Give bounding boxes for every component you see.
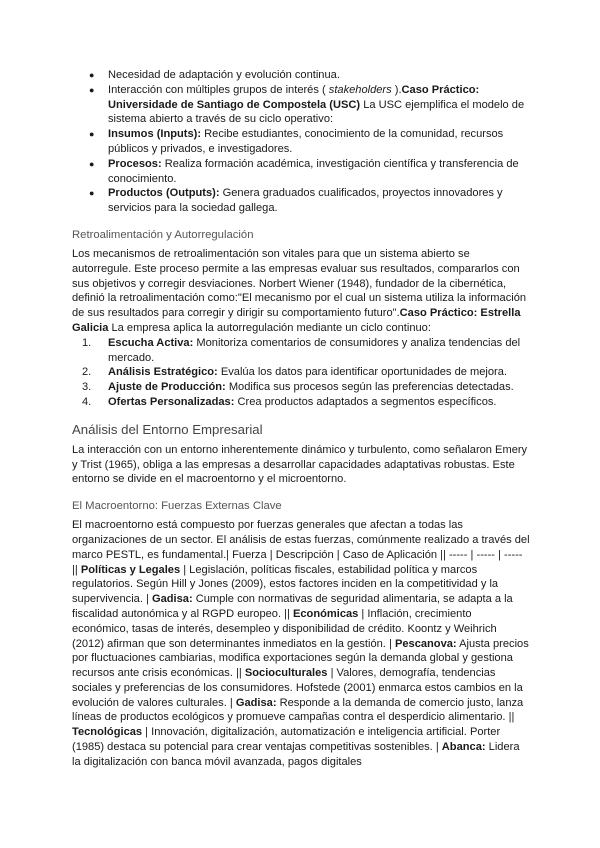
list-item [72,186,530,216]
bullet-icon: ● [89,84,95,95]
list-number: 4. [82,395,92,408]
open-system-list [72,68,530,216]
list-item [72,83,530,127]
list-number: 1. [82,336,92,349]
retro-heading: Retroalimentación y Autorregulación [72,228,254,241]
list-item-text: Necesidad de adaptación y evolución continua. [108,69,340,81]
macro-heading: El Macroentorno: Fuerzas Externas Clave [72,500,282,513]
paragraph-text: Responde a la demanda de comercio justo, lanza líneas de productos ecológicos y promueve campañas contra el desperdicio alimentario. || [72,696,524,724]
paragraph-text: | Legislación, políticas fiscales, estabilidad política y marcos regulatorios. Según Hill y Jones (2009), estos factores inciden en la competitividad y la supervivencia. | [72,563,499,606]
list-item [72,127,530,157]
list-item-label: Productos (Outputs): [108,187,220,200]
paragraph-text: Lidera la digitalización con banca móvil avanzada, pagos digitales [72,741,520,768]
bullet-icon: ● [89,129,95,140]
paragraph-text: Ajusta precios por fluctuaciones cambiarias, modifica exportaciones según la demanda global y gestiona recursos ante crisis económicas. || [72,637,529,680]
list-item-text: Crea productos adaptados a segmentos específicos. [234,395,497,408]
paragraph-text: | Innovación, digitalización, automatización e inteligencia artificial. Porter (1985) destaca su potencial para crear ventajas competitivas sostenibles. | [72,726,501,754]
list-item-text: Monitoriza comentarios de consumidores y analiza tendencias del mercado. [108,336,521,364]
italic-term: stakeholders [328,83,392,96]
force-label: Socioculturales [244,667,328,680]
list-number: 3. [82,381,92,394]
feedback-steps-list [72,336,530,410]
macro-paragraph [72,518,530,770]
entorno-heading: Análisis del Entorno Empresarial [72,421,263,437]
list-item-label: Procesos: [108,157,162,170]
case-label: Abanca: [441,741,486,754]
list-item [72,380,530,395]
list-item [72,68,530,83]
list-item-label: Insumos (Inputs): [108,128,202,141]
paragraph-text: La empresa aplica la autorregulación mediante un ciclo continuo: [108,321,431,334]
case-label: Gadisa: [151,593,193,606]
case-label: Pescanova: [394,637,457,650]
paragraph-text: | Inflación, crecimiento económico, tasas de interés, desempleo y disponibilidad de crédito. Koontz y Weihrich (2012) afirman que son determinantes inmediatos en la gestión. | [72,607,497,650]
case-study-title: Caso Práctico: Universidade de Santiago de Compostela (USC) [108,83,480,111]
list-item [72,395,530,410]
list-item [72,336,530,366]
list-item-label: Escucha Activa: [108,336,194,349]
paragraph-text: El macroentorno está compuesto por fuerzas generales que afectan a todas las organizaciones de un sector. El análisis de estas fuerzas, comúnmente realizado a través del marco PESTL, es fundamental.| Fuerza | Descripción | Caso de Aplicación || ----- | ----- | ----- || [72,519,530,576]
list-item-text: Modifica sus procesos según las preferencias detectadas. [225,381,514,394]
list-number: 2. [82,366,92,379]
list-item-text: Realiza formación académica, investigación científica y transferencia de conocimiento. [108,157,519,185]
case-study-title: Caso Práctico: Estrella Galicia [72,307,521,334]
list-item-text: Recibe estudiantes, conocimiento de la comunidad, recursos públicos y privados, e investigadores. [108,128,504,155]
list-item-label: Ofertas Personalizadas: [108,395,235,408]
bullet-icon: ● [89,188,95,199]
force-label: Económicas [292,607,359,620]
list-item-text: Interacción con múltiples grupos de interés ( [108,83,329,96]
paragraph-text: | Valores, demografía, tendencias sociales y preferencias de los consumidores. Hofstede (2001) enmarca estos cambios en la evolución de valores culturales. | [72,667,523,709]
paragraph-text: Los mecanismos de retroalimentación son vitales para que un sistema abierto se autorregule. Este proceso permite a las empresas evaluar sus resultados, compararlos con sus objetivos y corregir desviaciones. Norbert Wiener (1948), fundador de la cibernética, definió la retroalimentación como:"El mecanismo por el cual un sistema utiliza la información de sus resultados para corregir y dirigir su comportamiento futuro". [72,247,527,320]
retro-paragraph [72,247,530,336]
list-item-text: La USC ejemplifica el modelo de sistema abierto a través de su ciclo operativo: [108,98,525,126]
list-item [72,365,530,380]
bullet-icon: ● [89,70,95,80]
list-item-text: ). [391,83,402,96]
list-item [72,157,530,187]
list-item-label: Análisis Estratégico: [108,366,218,379]
list-item-text: Evalúa los datos para identificar oportunidades de mejora. [217,366,507,379]
force-label: Tecnológicas [72,726,143,739]
paragraph-text: Cumple con normativas de seguridad alimentaria, se adapta a la fiscalidad autonómica y al RGPD europeo. || [72,593,513,620]
list-item-label: Ajuste de Producción: [108,381,226,394]
force-label: Políticas y Legales [80,563,181,576]
case-label: Gadisa: [235,696,277,709]
list-item-text: Genera graduados cualificados, proyectos innovadores y servicios para la sociedad gallega. [108,187,503,215]
bullet-icon: ● [89,158,95,169]
entorno-paragraph: La interacción con un entorno inherentemente dinámico y turbulento, como señalaron Emery y Trist (1965), obliga a las empresas a desarrollar capacidades adaptativas robustas. Este entorno se divide en el macroentorno y el microentorno. [72,443,528,486]
